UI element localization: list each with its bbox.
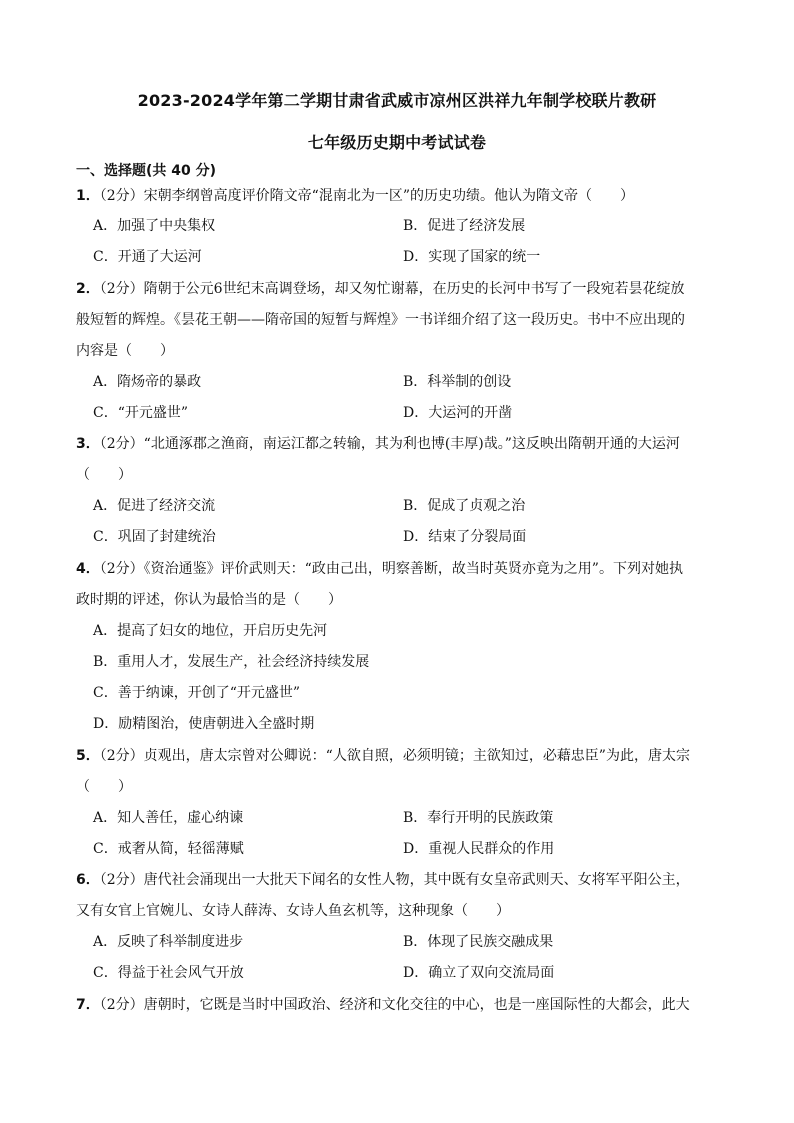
question-5-line-1 <box>76 746 726 766</box>
question-2-option-b[interactable]: B．科举制的创设 <box>403 374 512 390</box>
question-number: 4． <box>76 561 100 577</box>
question-text: （2分）贞观出，唐太宗曾对公卿说：“人欲自照，必须明镜；主欲知过，必藉忠臣”为此，唐太宗 <box>99 748 690 764</box>
question-5-option-c[interactable]: C．戒奢从简，轻徭薄赋 <box>93 841 244 857</box>
question-6-line-1 <box>76 870 726 890</box>
question-2-line-3: 内容是（ ） <box>76 343 174 359</box>
question-number: 2． <box>76 281 100 297</box>
question-2-line-1 <box>76 279 726 299</box>
question-1-option-a[interactable]: A．加强了中央集权 <box>93 218 216 234</box>
question-number: 7． <box>76 997 100 1013</box>
question-3-option-c[interactable]: C．巩固了封建统治 <box>93 529 216 545</box>
question-3-option-a[interactable]: A．促进了经济交流 <box>93 498 216 514</box>
question-2-option-a[interactable]: A．隋炀帝的暴政 <box>93 374 202 390</box>
question-3-option-b[interactable]: B．促成了贞观之治 <box>403 498 526 514</box>
question-1-option-b[interactable]: B．促进了经济发展 <box>403 218 526 234</box>
question-5-option-a[interactable]: A．知人善任，虚心纳谏 <box>93 810 244 826</box>
question-4-option-c[interactable]: C．善于纳谏，开创了“开元盛世” <box>93 685 301 701</box>
question-number: 3． <box>76 436 100 452</box>
question-2-option-d[interactable]: D．大运河的开凿 <box>403 405 513 421</box>
question-5-line-2: （ ） <box>76 779 132 795</box>
question-4-option-b[interactable]: B．重用人才，发展生产，社会经济持续发展 <box>93 654 370 670</box>
question-6-option-a[interactable]: A．反映了科举制度进步 <box>93 934 244 950</box>
question-6-option-b[interactable]: B．体现了民族交融成果 <box>403 934 554 950</box>
question-1-option-c[interactable]: C．开通了大运河 <box>93 249 202 265</box>
exam-title-line2: 七年级历史期中考试试卷 <box>307 133 487 152</box>
question-text: （2分）“北通涿郡之渔商，南运江都之转输，其为利也博(丰厚)哉。”这反映出隋朝开通的大运河 <box>99 436 680 452</box>
question-2-option-c[interactable]: C．“开元盛世” <box>93 405 189 421</box>
question-number: 1． <box>76 188 100 204</box>
question-7-line-1 <box>76 995 726 1015</box>
question-4-option-a[interactable]: A．提高了妇女的地位，开启历史先河 <box>93 623 328 639</box>
question-4-option-d[interactable]: D．励精图治，使唐朝进入全盛时期 <box>93 716 315 732</box>
question-1-line-1 <box>76 186 726 206</box>
question-3-line-2: （ ） <box>76 467 132 483</box>
question-5-option-b[interactable]: B．奉行开明的民族政策 <box>403 810 554 826</box>
question-text: （2分）《资治通鉴》评价武则天：“政由己出，明察善断，故当时英贤亦竟为之用”。下列对她执 <box>99 561 683 577</box>
question-4-line-1 <box>76 559 726 579</box>
question-text: （2分）唐代社会涌现出一大批天下闻名的女性人物，其中既有女皇帝武则天、女将军平阳公主， <box>99 872 690 888</box>
exam-title-line1: 2023-2024学年第二学期甘肃省武威市凉州区洪祥九年制学校联片教研 <box>137 91 657 110</box>
question-5-option-d[interactable]: D．重视人民群众的作用 <box>403 841 555 857</box>
question-2-line-2: 般短暂的辉煌。《昙花王朝——隋帝国的短暂与辉煌》一书详细介绍了这一段历史。书中不应出现的 <box>76 312 685 328</box>
question-3-line-1 <box>76 434 726 454</box>
question-text: （2分）隋朝于公元6世纪末高调登场，却又匆忙谢幕，在历史的长河中书写了一段宛若昙花绽放 <box>99 281 685 297</box>
question-text: （2分）宋朝李纲曾高度评价隋文帝“混南北为一区”的历史功绩。他认为隋文帝（ ） <box>99 188 634 204</box>
question-3-option-d[interactable]: D．结束了分裂局面 <box>403 529 527 545</box>
question-6-line-2: 又有女官上官婉儿、女诗人薛涛、女诗人鱼玄机等，这种现象（ ） <box>76 903 510 919</box>
question-6-option-c[interactable]: C．得益于社会风气开放 <box>93 965 244 981</box>
question-number: 5． <box>76 748 100 764</box>
question-text: （2分）唐朝时，它既是当时中国政治、经济和文化交往的中心，也是一座国际性的大都会，此大 <box>99 997 690 1013</box>
section-heading: 一、选择题(共 40 分) <box>76 163 217 179</box>
question-1-option-d[interactable]: D．实现了国家的统一 <box>403 249 541 265</box>
question-number: 6． <box>76 872 100 888</box>
question-6-option-d[interactable]: D．确立了双向交流局面 <box>403 965 555 981</box>
question-4-line-2: 政时期的评述，你认为最恰当的是（ ） <box>76 592 342 608</box>
